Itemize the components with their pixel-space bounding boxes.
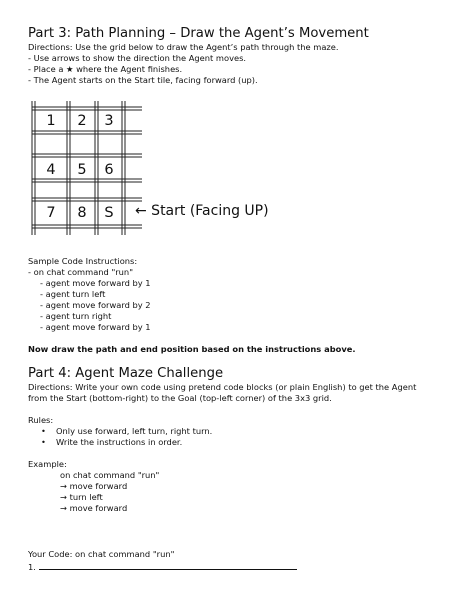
part3-directions: Directions: Use the grid below to draw the Agent’s path through the maze. bbox=[28, 42, 339, 52]
spacer bbox=[28, 355, 458, 366]
answer-number: 1. bbox=[28, 562, 36, 572]
maze-cell-8[interactable]: 8 bbox=[77, 205, 87, 221]
maze-cell-start[interactable]: S bbox=[104, 205, 114, 221]
sample-step-3: - agent move forward by 2 bbox=[40, 300, 151, 310]
example-step-3: → move forward bbox=[60, 503, 128, 513]
maze-cell-2[interactable]: 2 bbox=[77, 113, 87, 129]
maze-cell-1[interactable]: 1 bbox=[46, 113, 56, 129]
answer-input-line[interactable] bbox=[39, 560, 297, 570]
spacer bbox=[28, 514, 458, 549]
maze-cell-3[interactable]: 3 bbox=[104, 113, 114, 129]
sample-step-5: - agent move forward by 1 bbox=[40, 322, 151, 332]
sample-code-heading: Sample Code Instructions: bbox=[28, 256, 138, 266]
maze-cell-7[interactable]: 7 bbox=[46, 205, 56, 221]
spacer bbox=[28, 448, 458, 459]
bullet-icon: • bbox=[41, 426, 46, 436]
example-command: on chat command "run" bbox=[60, 470, 160, 480]
rule-item bbox=[28, 437, 458, 448]
spacer bbox=[28, 243, 458, 256]
part3-bullet-arrows: - Use arrows to show the direction the Agent moves. bbox=[28, 53, 247, 63]
start-label: ← Start (Facing UP) bbox=[135, 203, 269, 219]
spacer bbox=[28, 404, 458, 415]
example-step-2: → turn left bbox=[60, 492, 103, 502]
part3-title: Part 3: Path Planning – Draw the Agent’s Movement bbox=[28, 26, 369, 41]
part4-title: Part 4: Agent Maze Challenge bbox=[28, 366, 224, 381]
part3-bullet-start: - The Agent starts on the Start tile, facing forward (up). bbox=[28, 75, 258, 85]
rule-item bbox=[28, 426, 458, 437]
maze-cell-5[interactable]: 5 bbox=[77, 162, 87, 178]
sample-step-4: - agent turn right bbox=[40, 311, 112, 321]
your-code-label: Your Code: on chat command "run" bbox=[28, 549, 175, 559]
spacer bbox=[28, 333, 458, 344]
rule-text: Write the instructions in order. bbox=[56, 437, 183, 447]
part3-instruction: Now draw the path and end position based on the instructions above. bbox=[28, 344, 356, 354]
sample-step-2: - agent turn left bbox=[40, 289, 106, 299]
example-heading: Example: bbox=[28, 459, 67, 469]
worksheet-page bbox=[28, 26, 458, 573]
part4-directions-line2: from the Start (bottom-right) to the Goal (top-left corner) of the 3x3 grid. bbox=[28, 393, 332, 403]
maze-area bbox=[28, 101, 328, 243]
rule-text: Only use forward, left turn, right turn. bbox=[56, 426, 213, 436]
sample-code-command: - on chat command "run" bbox=[28, 267, 134, 277]
maze-cell-6[interactable]: 6 bbox=[104, 162, 114, 178]
bullet-icon: • bbox=[41, 437, 46, 447]
rules-heading: Rules: bbox=[28, 415, 54, 425]
part3-bullet-star: - Place a ★ where the Agent finishes. bbox=[28, 64, 183, 74]
answer-row bbox=[28, 560, 458, 573]
sample-step-1: - agent move forward by 1 bbox=[40, 278, 151, 288]
example-step-1: → move forward bbox=[60, 481, 128, 491]
part4-directions-line1: Directions: Write your own code using pretend code blocks (or plain English) to get the Agent bbox=[28, 382, 417, 392]
maze-grid bbox=[28, 101, 142, 243]
maze-cell-4[interactable]: 4 bbox=[46, 162, 56, 178]
